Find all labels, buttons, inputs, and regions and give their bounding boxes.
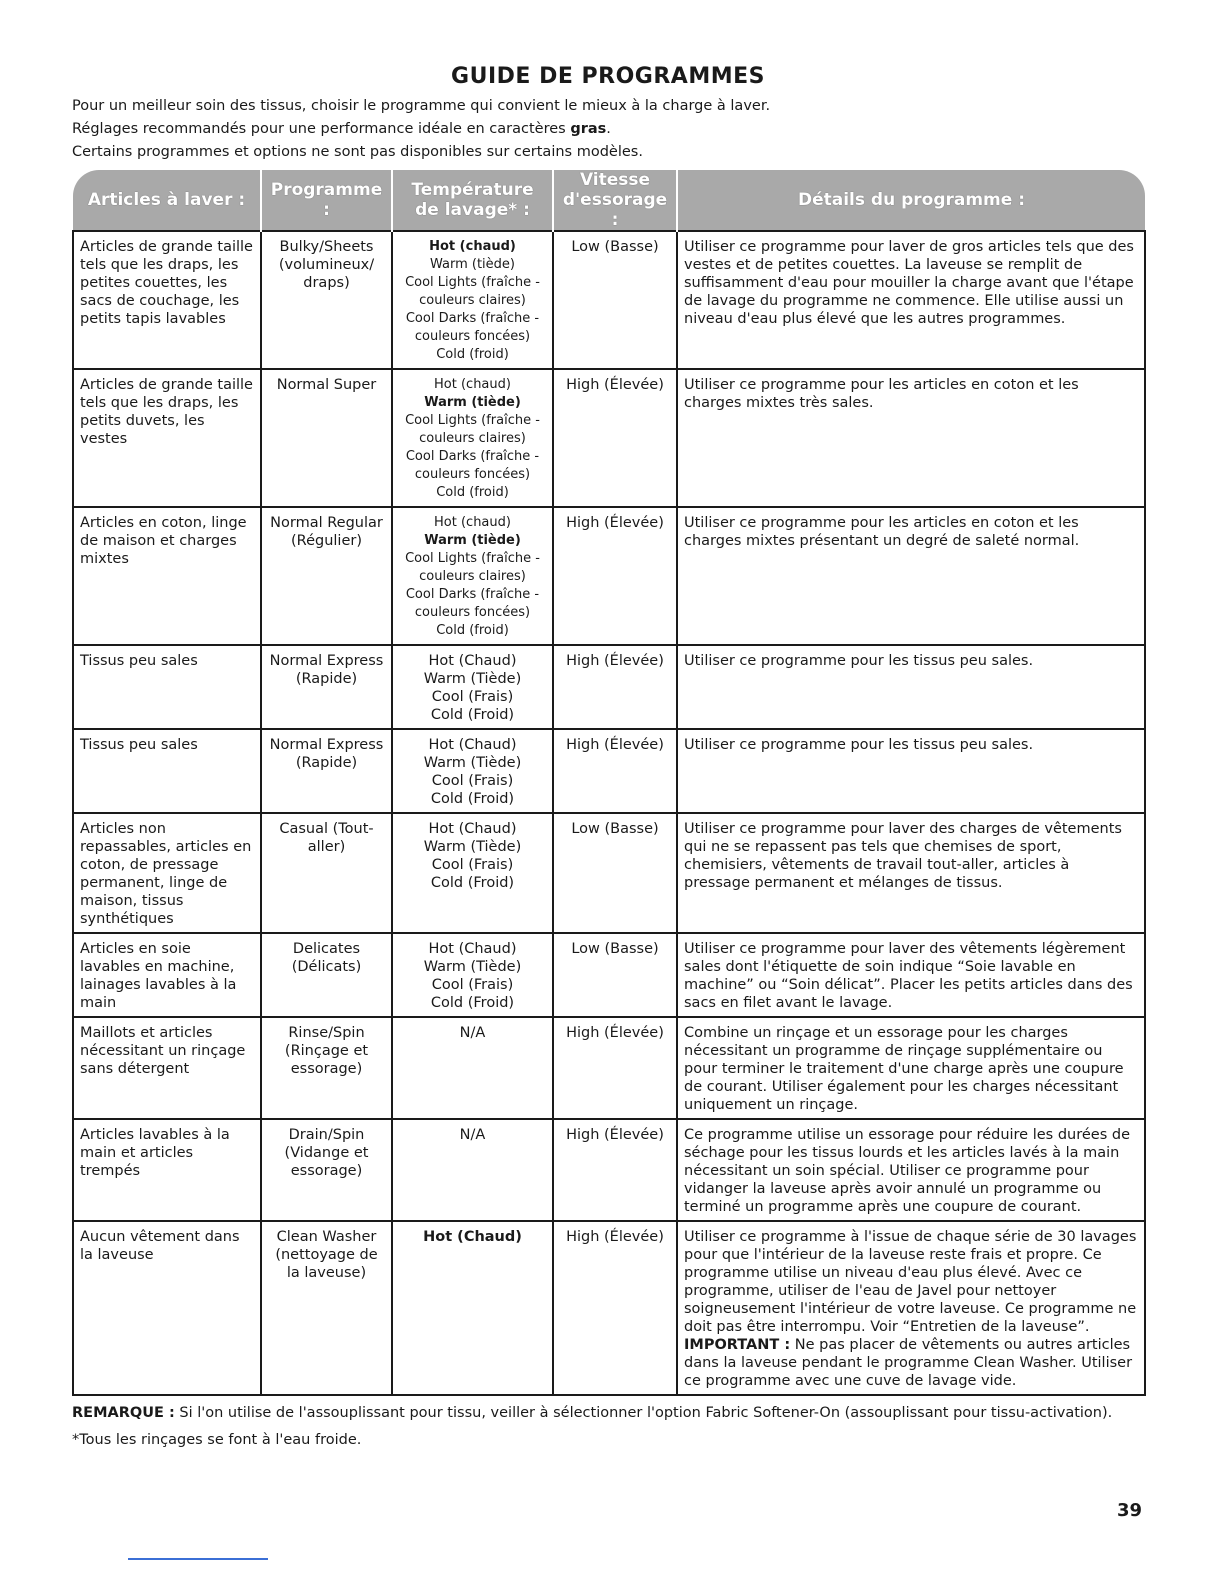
temperature-option: Cool Lights (fraîche - couleurs claires)	[405, 413, 540, 446]
cell-details	[677, 507, 1145, 645]
cell-details	[677, 729, 1145, 813]
cell-articles: Tissus peu sales	[73, 729, 261, 813]
programmes-table	[72, 170, 1146, 1396]
page-title: GUIDE DE PROGRAMMES	[451, 64, 765, 89]
cell-programme: Normal Regular (Régulier)	[261, 507, 392, 645]
cell-articles: Articles de grande taille tels que les draps, les petites couettes, les sacs de couchage, les petits tapis lavables	[73, 231, 261, 369]
cell-programme: Rinse/Spin (Rinçage et essorage)	[261, 1017, 392, 1119]
temperature-option: Hot (Chaud)	[428, 941, 517, 957]
table-row	[73, 933, 1145, 1017]
cell-details	[677, 645, 1145, 729]
temperature-option: Cool Darks (fraîche - couleurs foncées)	[405, 311, 540, 344]
details-text: Utiliser ce programme pour les tissus peu sales.	[684, 737, 1034, 753]
cell-vitesse: Low (Basse)	[553, 813, 677, 933]
cell-programme: Drain/Spin (Vidange et essorage)	[261, 1119, 392, 1221]
table-row	[73, 729, 1145, 813]
cell-vitesse: Low (Basse)	[553, 933, 677, 1017]
temperature-option: Cold (Froid)	[430, 707, 515, 723]
intro-line-2-suffix: .	[606, 121, 611, 137]
remarque-label: REMARQUE :	[72, 1405, 175, 1421]
temperature-option: Cold (froid)	[436, 347, 509, 362]
cell-vitesse: High (Élevée)	[553, 645, 677, 729]
remarque-text: Si l'on utilise de l'assouplissant pour tissu, veiller à sélectionner l'option Fabric Softener-On (assouplissant pour tissu-activation).	[174, 1405, 1113, 1421]
details-text: Utiliser ce programme pour les tissus peu sales.	[684, 653, 1034, 669]
cell-temperature	[392, 645, 553, 729]
cell-articles: Articles de grande taille tels que les draps, les petits duvets, les vestes	[73, 369, 261, 507]
intro-line-2-bold: gras	[570, 121, 607, 137]
temperature-option: Cool (Frais)	[431, 857, 514, 873]
details-text: Utiliser ce programme pour les articles en coton et les charges mixtes présentant un degré de saleté normal.	[684, 515, 1080, 549]
table-row	[73, 507, 1145, 645]
temperature-option: Cold (Froid)	[430, 995, 515, 1011]
cell-temperature	[392, 369, 553, 507]
cell-programme: Normal Express (Rapide)	[261, 645, 392, 729]
details-text: Utiliser ce programme pour laver de gros articles tels que des vestes et de petites couettes. La laveuse se remplit de suffisamment d'eau pour mouiller la charge avant que l'étape de lavage du programme ne commence. Elle utilise aussi un niveau d'eau plus élevé que les autres programmes.	[684, 239, 1134, 327]
cell-vitesse: High (Élevée)	[553, 1119, 677, 1221]
temperature-option: N/A	[459, 1127, 486, 1143]
cell-programme: Delicates (Délicats)	[261, 933, 392, 1017]
important-text: Ne pas placer de vêtements ou autres articles dans la laveuse pendant le programme Clean Washer. Utiliser ce programme avec une cuve de lavage vide.	[684, 1337, 1133, 1389]
cell-articles: Tissus peu sales	[73, 645, 261, 729]
temperature-option: Hot (Chaud)	[428, 653, 517, 669]
header-details: Détails du programme :	[677, 170, 1145, 231]
cell-temperature	[392, 1221, 553, 1395]
intro-line-2	[72, 118, 1144, 141]
temperature-option: Cool Darks (fraîche - couleurs foncées)	[405, 449, 540, 482]
temperature-option: Hot (chaud)	[434, 515, 511, 530]
cell-temperature	[392, 231, 553, 369]
temperature-option: Cool (Frais)	[431, 773, 514, 789]
cell-temperature	[392, 729, 553, 813]
temperature-option: Hot (Chaud)	[423, 1229, 522, 1245]
details-text: Utiliser ce programme à l'issue de chaque série de 30 lavages pour que l'intérieur de la laveuse reste frais et propre. Ce programme utilise un niveau d'eau plus élevé. Avec ce programme, utiliser de l'eau de Javel pour nettoyer soigneusement l'intérieur de votre laveuse. Ce programme ne doit pas être interrompu. Voir “Entretien de la laveuse”.	[684, 1229, 1137, 1335]
table-row	[73, 813, 1145, 933]
table-row	[73, 1221, 1145, 1395]
temperature-option: Warm (tiède)	[424, 533, 521, 548]
header-programme: Programme :	[261, 170, 392, 231]
temperature-option: Warm (tiède)	[424, 395, 521, 410]
cell-programme: Casual (Tout-aller)	[261, 813, 392, 933]
header-articles: Articles à laver :	[73, 170, 261, 231]
details-text: Combine un rinçage et un essorage pour les charges nécessitant un programme de rinçage supplémentaire ou pour terminer le traitement d'une charge après une coupure de courant. Utiliser également pour les charges nécessitant uniquement un rinçage.	[684, 1025, 1124, 1113]
temperature-option: Hot (chaud)	[434, 377, 511, 392]
details-text: Ce programme utilise un essorage pour réduire les durées de séchage pour les tissus lourds et les articles lavés à la main nécessitant un soin spécial. Utiliser ce programme pour vidanger la laveuse après avoir annulé un programme ou terminé un programme après une coupure de courant.	[684, 1127, 1130, 1215]
footnote: *Tous les rinçages se font à l'eau froide.	[72, 1432, 362, 1448]
intro-line-1: Pour un meilleur soin des tissus, choisir le programme qui convient le mieux à la charge à laver.	[72, 98, 771, 114]
table-row	[73, 369, 1145, 507]
temperature-option: N/A	[459, 1025, 486, 1041]
table-row	[73, 645, 1145, 729]
cell-vitesse: High (Élevée)	[553, 1017, 677, 1119]
cell-programme: Normal Express (Rapide)	[261, 729, 392, 813]
details-text: Utiliser ce programme pour laver des vêtements légèrement sales dont l'étiquette de soin indique “Soie lavable en machine” ou “Soin délicat”. Placer les petits articles dans des sacs en filet avant le lavage.	[684, 941, 1133, 1011]
cell-temperature	[392, 1017, 553, 1119]
table-row	[73, 231, 1145, 369]
table-header-row	[73, 170, 1145, 231]
temperature-option: Cold (froid)	[436, 623, 509, 638]
table-row	[73, 1119, 1145, 1221]
temperature-option: Hot (Chaud)	[428, 737, 517, 753]
link-underline	[128, 1558, 268, 1560]
cell-details	[677, 1017, 1145, 1119]
details-text: Utiliser ce programme pour laver des charges de vêtements qui ne se repassent pas tels que chemises de sport, chemisiers, vêtements de travail tout-aller, articles à pressage permanent et mélanges de tissus.	[684, 821, 1122, 891]
cell-articles: Articles en soie lavables en machine, lainages lavables à la main	[73, 933, 261, 1017]
cell-details	[677, 369, 1145, 507]
cell-vitesse: High (Élevée)	[553, 507, 677, 645]
temperature-option: Cool Lights (fraîche - couleurs claires)	[405, 551, 540, 584]
temperature-option: Cold (Froid)	[430, 791, 515, 807]
temperature-option: Cool Darks (fraîche - couleurs foncées)	[405, 587, 540, 620]
intro-line-3: Certains programmes et options ne sont pas disponibles sur certains modèles.	[72, 144, 643, 160]
cell-articles: Aucun vêtement dans la laveuse	[73, 1221, 261, 1395]
cell-temperature	[392, 507, 553, 645]
cell-temperature	[392, 933, 553, 1017]
header-temperature: Température de lavage* :	[392, 170, 553, 231]
temperature-option: Cool (Frais)	[431, 689, 514, 705]
cell-articles: Articles non repassables, articles en coton, de pressage permanent, linge de maison, tissus synthétiques	[73, 813, 261, 933]
cell-programme: Clean Washer (nettoyage de la laveuse)	[261, 1221, 392, 1395]
cell-articles: Maillots et articles nécessitant un rinçage sans détergent	[73, 1017, 261, 1119]
temperature-option: Cold (froid)	[436, 485, 509, 500]
intro-line-2-prefix: Réglages recommandés pour une performance idéale en caractères	[72, 121, 571, 137]
temperature-option: Cool (Frais)	[431, 977, 514, 993]
page	[72, 64, 1144, 1448]
header-vitesse: Vitesse d'essorage :	[553, 170, 677, 231]
temperature-option: Warm (Tiède)	[423, 755, 522, 771]
cell-temperature	[392, 813, 553, 933]
cell-details	[677, 1221, 1145, 1395]
cell-details	[677, 231, 1145, 369]
cell-details	[677, 813, 1145, 933]
cell-articles: Articles lavables à la main et articles trempés	[73, 1119, 261, 1221]
cell-details	[677, 1119, 1145, 1221]
page-number: 39	[1116, 1500, 1142, 1521]
temperature-option: Hot (Chaud)	[428, 821, 517, 837]
cell-vitesse: High (Élevée)	[553, 729, 677, 813]
cell-vitesse: Low (Basse)	[553, 231, 677, 369]
cell-details	[677, 933, 1145, 1017]
details-text: Utiliser ce programme pour les articles en coton et les charges mixtes très sales.	[684, 377, 1079, 411]
cell-vitesse: High (Élevée)	[553, 369, 677, 507]
table-row	[73, 1017, 1145, 1119]
temperature-option: Warm (Tiède)	[423, 959, 522, 975]
temperature-option: Cold (Froid)	[430, 875, 515, 891]
temperature-option: Hot (chaud)	[429, 239, 516, 254]
remarque-note	[72, 1404, 1144, 1422]
cell-articles: Articles en coton, linge de maison et charges mixtes	[73, 507, 261, 645]
temperature-option: Warm (Tiède)	[423, 671, 522, 687]
cell-programme: Bulky/Sheets (volumineux/ draps)	[261, 231, 392, 369]
important-label: IMPORTANT :	[684, 1337, 791, 1353]
temperature-option: Warm (tiède)	[429, 257, 515, 272]
temperature-option: Cool Lights (fraîche - couleurs claires)	[405, 275, 540, 308]
cell-vitesse: High (Élevée)	[553, 1221, 677, 1395]
cell-programme: Normal Super	[261, 369, 392, 507]
cell-temperature	[392, 1119, 553, 1221]
temperature-option: Warm (Tiède)	[423, 839, 522, 855]
